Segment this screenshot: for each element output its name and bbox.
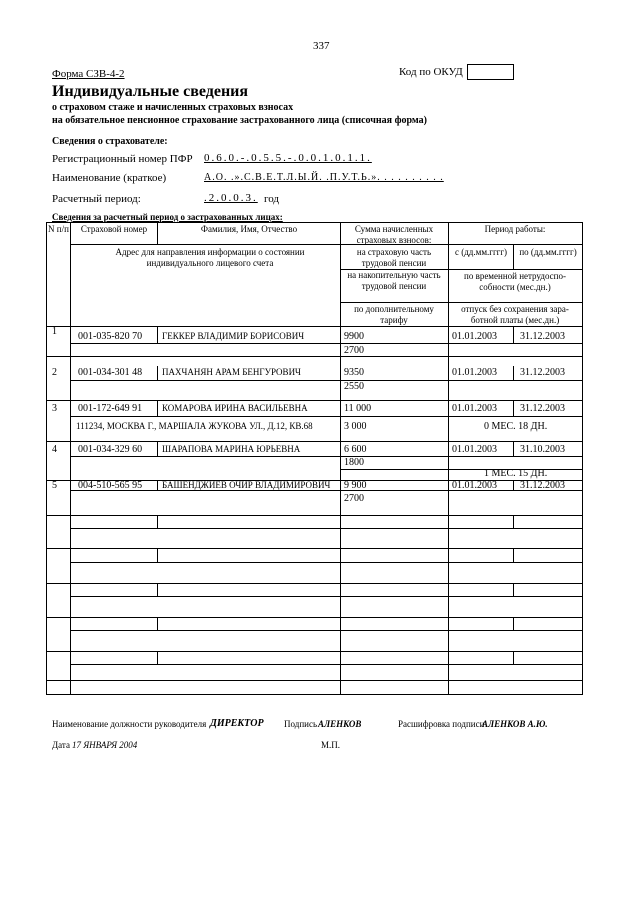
date-value: 17 ЯНВАРЯ 2004 — [72, 740, 138, 750]
okud-label: Код по ОКУД — [399, 66, 463, 78]
insurance-number: 004-510-565 95 — [78, 480, 143, 491]
row-number: 2 — [52, 367, 57, 378]
date-label: Дата — [52, 740, 70, 750]
sum-insurance: 9350 — [344, 367, 364, 378]
header-sum-additional: по дополнительному тарифу — [354, 304, 434, 325]
period-to: 31.12.2003 — [520, 480, 565, 491]
period-from: 01.01.2003 — [452, 367, 497, 378]
short-name-label: Наименование (краткое) — [52, 172, 167, 184]
decode-label: Расшифровка подписи — [398, 719, 485, 729]
full-name: КОМАРОВА ИРИНА ВАСИЛЬЕВНА — [162, 403, 308, 413]
period-to: 31.12.2003 — [520, 331, 565, 342]
reg-number-label: Регистрационный номер ПФР — [52, 153, 193, 165]
signature-value: АЛЕНКОВ — [318, 719, 362, 729]
sum-insurance: 9900 — [344, 331, 364, 342]
period-from: 01.01.2003 — [452, 403, 497, 414]
sum-insurance: 6 600 — [344, 444, 367, 455]
header-sum: Сумма начисленных страховых взносов: — [354, 224, 434, 245]
short-name-value: А.О. .».С.В.Е.Т.Л.Ы.Й. .П.У.Т.Ь.». . . . . . . . . . — [204, 172, 444, 183]
sum-accumulative: 2550 — [344, 381, 364, 392]
header-address: Адрес для направления информации о состоянии индивидуального лицевого счета — [115, 247, 305, 268]
period-to: 31.10.2003 — [520, 444, 565, 455]
header-to: по (дд.мм.гггг) — [519, 247, 577, 257]
header-insurance-number: Страховой номер — [80, 224, 148, 234]
address: 111234, МОСКВА Г., МАРШАЛА ЖУКОВА УЛ., Д.12, КВ.68 — [76, 421, 313, 431]
row-number: 4 — [52, 444, 57, 455]
table-heading: Сведения за расчетный период о застрахованных лицах: — [52, 212, 283, 222]
sum-accumulative: 1800 — [344, 457, 364, 468]
header-number: N п/п — [48, 224, 69, 234]
insurance-number: 001-172-649 91 — [78, 403, 143, 414]
insurance-number: 001-034-329 60 — [78, 444, 143, 455]
full-name: БАШЕНДЖИЕВ ОЧИР ВЛАДИМИРОВИЧ — [162, 480, 331, 490]
sum-accumulative: 3 000 — [344, 421, 367, 432]
row-number: 1 — [52, 326, 57, 337]
period-label: Расчетный период: — [52, 193, 141, 205]
period-from: 01.01.2003 — [452, 331, 497, 342]
page-number: 337 — [313, 40, 330, 52]
header-period: Период работы: — [484, 224, 546, 234]
sum-insurance: 11 000 — [344, 403, 372, 414]
form-label: Форма СЗВ-4-2 — [52, 68, 125, 80]
row-number: 3 — [52, 403, 57, 414]
leave-note: 1 МЕС. 15 ДН. — [484, 468, 548, 479]
header-sum-accumulative: на накопительную часть трудовой пенсии — [347, 270, 441, 291]
row-number: 5 — [52, 480, 57, 491]
signature-label: Подпись — [284, 719, 318, 729]
position-value: ДИРЕКТОР — [210, 718, 264, 729]
reg-number-value: 0.6.0.-.0.5.5.-.0.0.1.0.1.1. — [204, 152, 372, 164]
full-name: ШАРАПОВА МАРИНА ЮРЬЕВНА — [162, 444, 301, 454]
full-name: ГЕККЕР ВЛАДИМИР БОРИСОВИЧ — [162, 331, 305, 341]
insurance-number: 001-035-820 70 — [78, 331, 143, 342]
decode-value: АЛЕНКОВ А.Ю. — [482, 719, 548, 729]
page-title: Индивидуальные сведения — [52, 83, 249, 100]
period-from: 01.01.2003 — [452, 480, 497, 491]
period-from: 01.01.2003 — [452, 444, 497, 455]
sum-accumulative: 2700 — [344, 493, 364, 504]
header-sick-leave: по временной нетрудоспо-собности (мес.дн.) — [464, 271, 566, 292]
insurance-number: 001-034-301 48 — [78, 367, 143, 378]
subtitle-2: на обязательное пенсионное страхование застрахованного лица (списочная форма) — [52, 115, 427, 126]
header-sum-insurance: на страховую часть трудовой пенсии — [356, 247, 432, 268]
header-full-name: Фамилия, Имя, Отчество — [200, 224, 298, 234]
position-label: Наименование должности руководителя — [52, 719, 207, 729]
stamp-label: М.П. — [321, 740, 341, 750]
sum-accumulative: 2700 — [344, 345, 364, 356]
period-to: 31.12.2003 — [520, 403, 565, 414]
period-unit: год — [264, 193, 280, 205]
okud-field[interactable] — [467, 64, 514, 80]
insurer-heading: Сведения о страхователе: — [52, 136, 168, 147]
period-value: .2.0.0.3. — [204, 192, 258, 204]
full-name: ПАХЧАНЯН АРАМ БЕНГУРОВИЧ — [162, 367, 301, 377]
header-unpaid-leave: отпуск без сохранения зара-ботной платы (мес.дн.) — [461, 304, 569, 325]
subtitle-1: о страховом стаже и начисленных страховых взносах — [52, 102, 294, 113]
period-to: 31.12.2003 — [520, 367, 565, 378]
leave-note: 0 МЕС. 18 ДН. — [484, 421, 548, 432]
header-from: с (дд.мм.гггг) — [454, 247, 508, 257]
sum-insurance: 9 900 — [344, 480, 367, 491]
